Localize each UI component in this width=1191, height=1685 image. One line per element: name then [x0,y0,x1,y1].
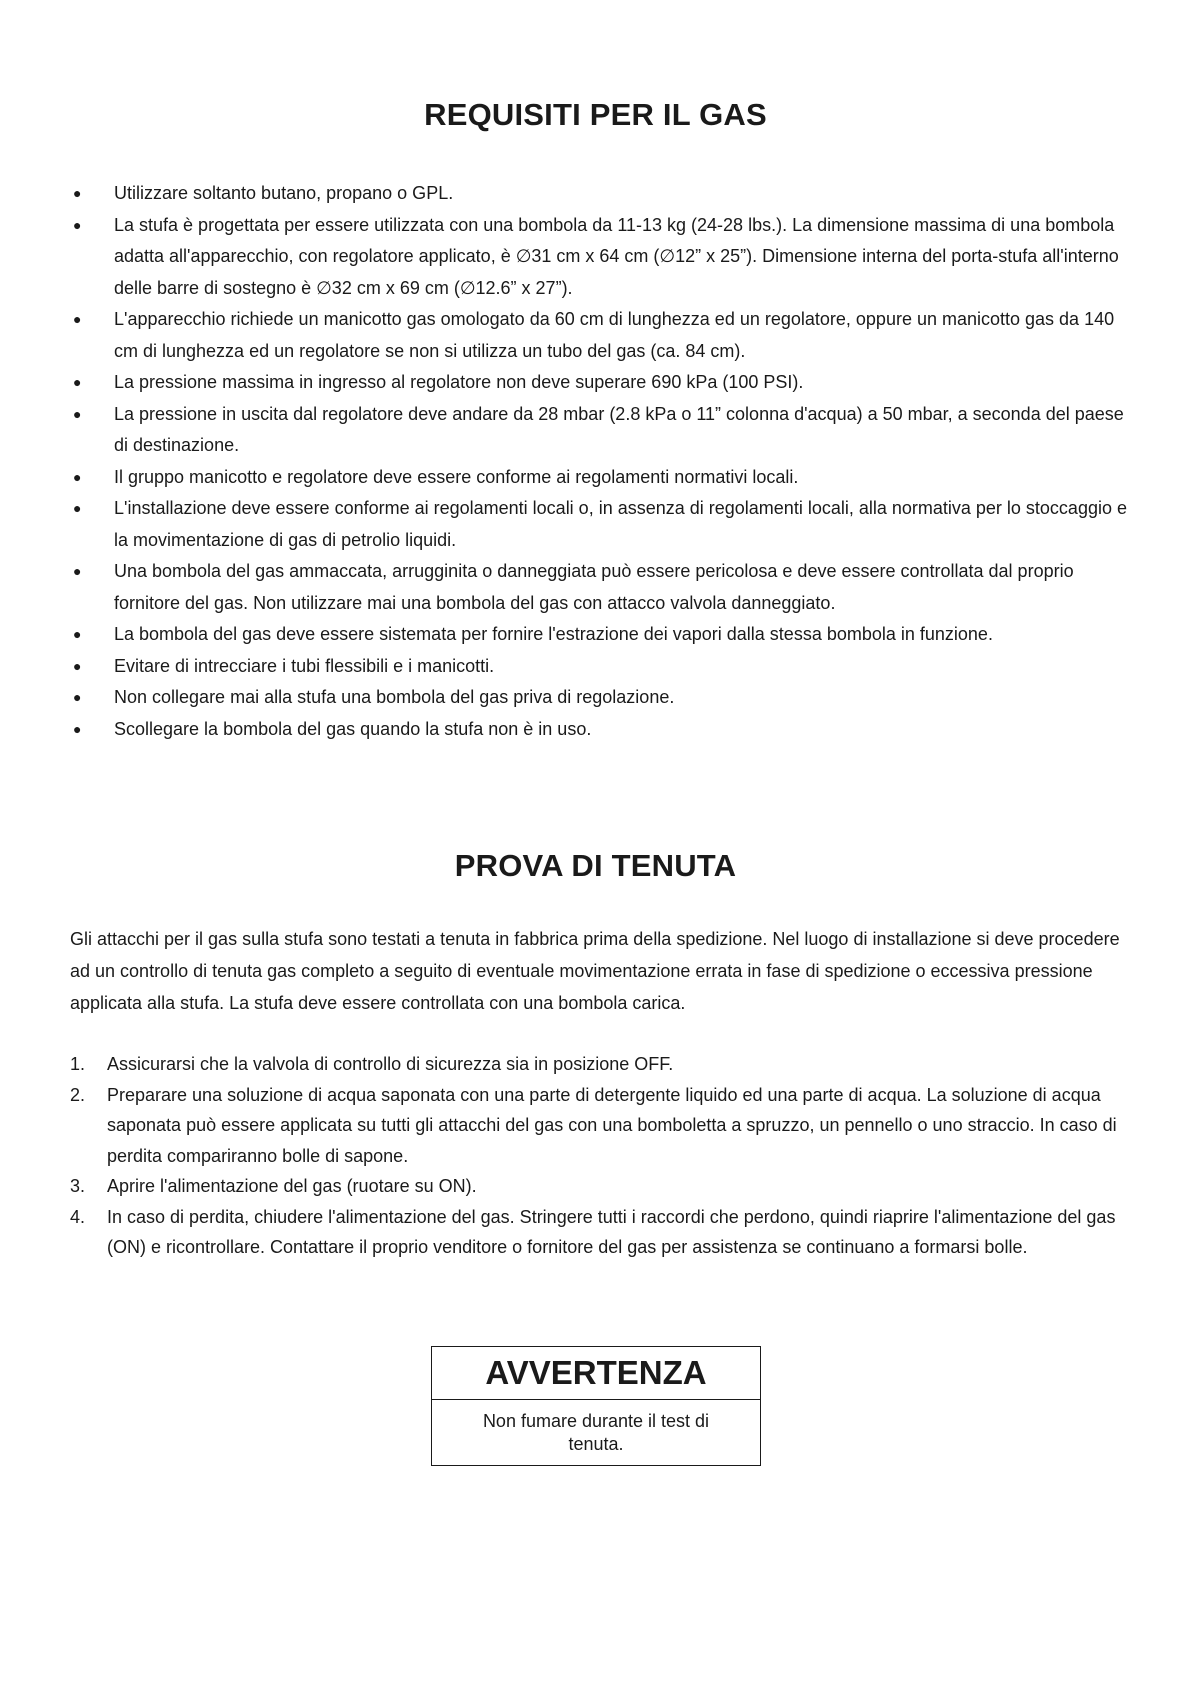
gas-requirements-list [70,178,1130,745]
list-item [70,210,1130,305]
warning-box [431,1346,761,1466]
warning-text: Non fumare durante il test di tenuta. [482,1411,710,1454]
list-item [70,682,1130,714]
list-item [70,714,1130,746]
list-item-text: La pressione in uscita dal regolatore deve andare da 28 mbar (2.8 kPa o 11” colonna d'acqua) a 50 mbar, a seconda del paese di destinazione. [114,403,1124,455]
list-item [70,619,1130,651]
bullet-icon: ● [73,311,82,327]
list-item-text: La bombola del gas deve essere sistemata per fornire l'estrazione dei vapori dalla stessa bombola in funzione. [114,624,993,644]
list-item [70,493,1130,556]
step-text: Assicurarsi che la valvola di controllo di sicurezza sia in posizione OFF. [107,1054,674,1074]
bullet-icon: ● [73,500,82,516]
step-number: 1. [70,1054,86,1074]
list-item-text: La pressione massima in ingresso al regolatore non deve superare 690 kPa (100 PSI). [114,372,804,392]
list-item [70,556,1130,619]
leak-test-steps [70,1049,1130,1263]
step-text: In caso di perdita, chiudere l'alimentazione del gas. Stringere tutti i raccordi che perdono, quindi riaprire l'alimentazione del gas (ON) e ricontrollare. Contattare il proprio venditore o fornitore del gas per assistenza se continuano a formarsi bolle. [107,1206,1116,1257]
warning-title: AVVERTENZA [432,1347,760,1400]
bullet-icon: ● [73,468,82,485]
step-item [70,1080,1130,1172]
step-number: 4. [70,1206,86,1227]
list-item [70,367,1130,399]
list-item [70,462,1130,494]
list-item-text: L'apparecchio richiede un manicotto gas omologato da 60 cm di lunghezza ed un regolatore, oppure un manicotto gas da 140 cm di lunghezza ed un regolatore se non si utilizza un tubo del gas (ca. 84 cm). [114,309,1115,361]
list-item-text: Scollegare la bombola del gas quando la stufa non è in uso. [114,718,592,739]
step-item [70,1171,1130,1202]
bullet-icon: ● [73,720,82,737]
list-item-text: La stufa è progettata per essere utilizzata con una bombola da 11-13 kg (24-28 lbs.). La dimensione massima di una bombola adatta all'apparecchio, con regolatore applicato, è ∅31 cm x 64 cm (∅12” x 25”). Dimensione interna del porta-stufa all'interno delle barre di sostegno è ∅32 cm x 69 cm (∅12.6” x 27”). [114,214,1119,298]
bullet-icon: ● [73,657,82,674]
list-item [70,399,1130,462]
section-title-leak-test: PROVA DI TENUTA [454,848,737,883]
list-item [70,651,1130,683]
step-number: 2. [70,1084,86,1105]
bullet-icon: ● [73,626,82,642]
step-item [70,1202,1130,1263]
list-item-text: Il gruppo manicotto e regolatore deve essere conforme ai regolamenti normativi locali. [114,466,799,487]
list-item-text: L'installazione deve essere conforme ai regolamenti locali o, in assenza di regolamenti locali, alla normativa per lo stoccaggio e la movimentazione di gas di petrolio liquidi. [114,498,1127,550]
bullet-icon: ● [73,374,82,390]
list-item [70,178,1130,210]
list-item-text: Utilizzare soltanto butano, propano o GPL. [114,183,454,203]
bullet-icon: ● [73,689,82,705]
step-item [70,1049,1130,1080]
step-text: Preparare una soluzione di acqua saponata con una parte di detergente liquido ed una parte di acqua. La soluzione di acqua saponata può essere applicata su tutti gli attacchi del gas con una bomboletta a spruzzo, un pennello o uno straccio. In caso di perdita compariranno bolle di sapone. [107,1084,1117,1166]
section-title-gas-requirements: REQUISITI PER IL GAS [424,97,767,132]
list-item-text: Una bombola del gas ammaccata, arrugginita o danneggiata può essere pericolosa e deve essere controllata dal proprio fornitore del gas. Non utilizzare mai una bombola del gas con attacco valvola danneggiato. [114,561,1074,613]
leak-test-intro: Gli attacchi per il gas sulla stufa sono testati a tenuta in fabbrica prima della spedizione. Nel luogo di installazione si deve procedere ad un controllo di tenuta gas completo a seguito di eventuale movimentazione errata in fase di spedizione o eccessiva pressione applicata alla stufa. La stufa deve essere controllata con una bombola carica. [70,929,1120,1013]
step-number: 3. [70,1176,86,1196]
bullet-icon: ● [73,216,82,233]
list-item-text: Evitare di intrecciare i tubi flessibili e i manicotti. [114,655,495,676]
list-item [70,304,1130,367]
bullet-icon: ● [73,405,82,422]
bullet-icon: ● [73,185,82,201]
list-item-text: Non collegare mai alla stufa una bombola del gas priva di regolazione. [114,687,675,707]
step-text: Aprire l'alimentazione del gas (ruotare su ON). [107,1176,477,1196]
bullet-icon: ● [73,563,82,579]
